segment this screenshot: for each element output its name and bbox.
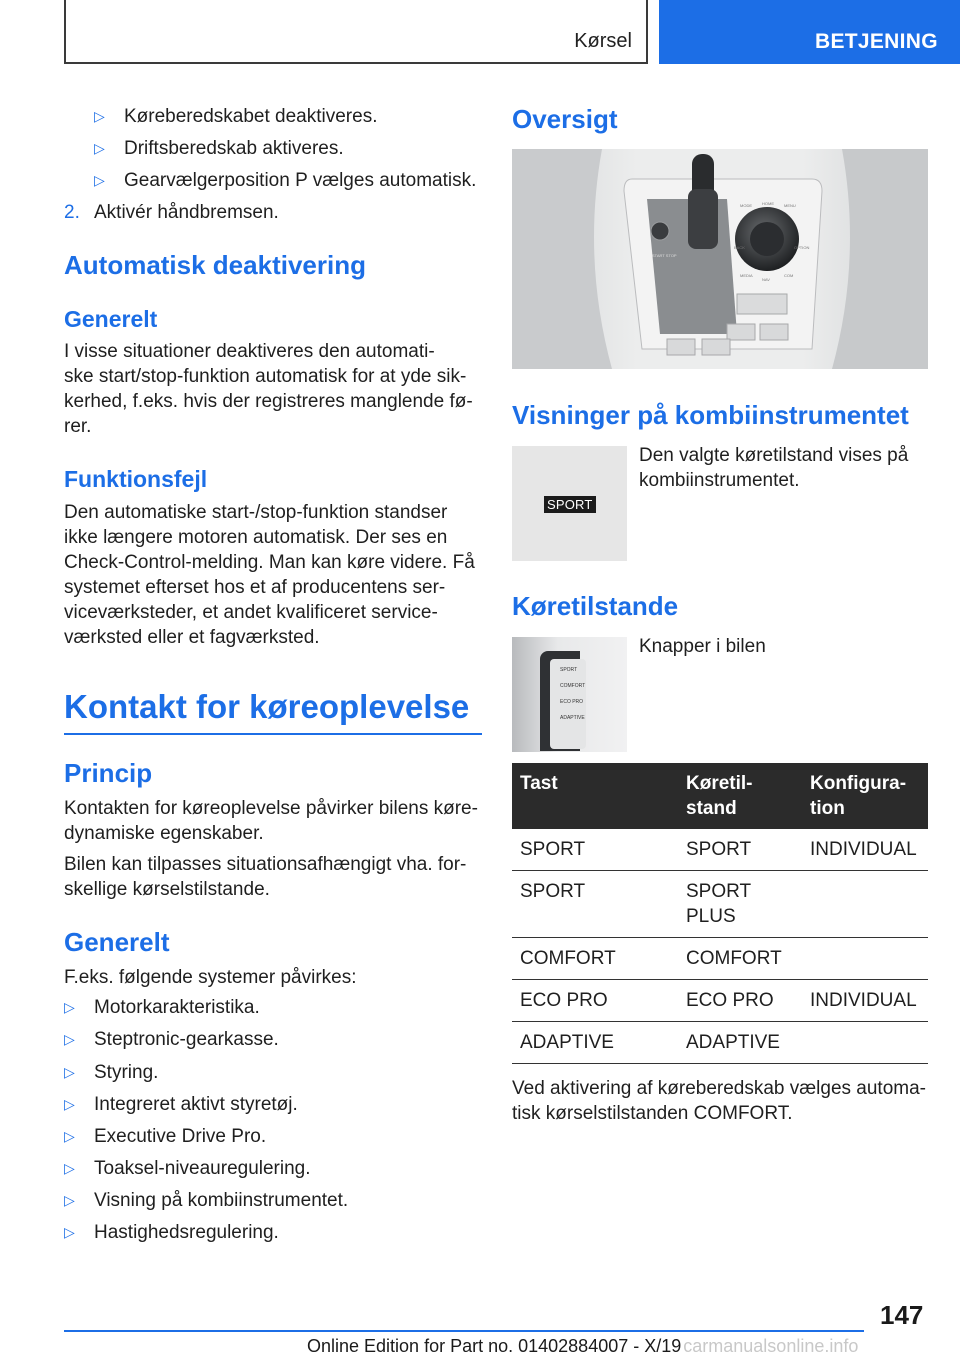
paragraph: Bilen kan tilpasses situationsafhængigt vha. for‐ skellige kørselstilstande. — [64, 854, 467, 900]
triangle-bullet-icon: ▷ — [64, 1128, 75, 1144]
column-header-koretilstand: Køretil‐ stand — [678, 763, 802, 829]
table-header-row — [512, 763, 928, 829]
sport-badge: SPORT — [544, 496, 596, 513]
paragraph: Kontakten for køreoplevelse påvirker bilens køre‐ dynamiske egenskaber. — [64, 798, 478, 844]
triangle-bullet-icon: ▷ — [94, 140, 105, 156]
driving-modes-table — [512, 763, 928, 1064]
paragraph: Den automatiske start-/stop-funktion standser ikke længere motoren automatisk. Der ses en Check-Control-melding. Man kan køre videre. Få systemet efterset hos et af producentens ser‐ viceværksteder, et andet kvalificeret service‐ værksted eller et fagværksted. — [64, 502, 475, 648]
column-header-konfiguration: Konfigura‐ tion — [802, 763, 928, 829]
heading-rule — [64, 733, 482, 735]
triangle-bullet-icon: ▷ — [64, 1064, 75, 1080]
chapter-heading: Kontakt for køreoplevelse — [64, 688, 470, 725]
home-label: HOME — [762, 201, 774, 206]
triangle-bullet-icon: ▷ — [64, 1192, 75, 1208]
table-row: SPORT SPORT INDIVIDUAL — [512, 829, 928, 871]
triangle-bullet-icon: ▷ — [64, 1031, 75, 1047]
table-row: ECO PRO ECO PRO INDIVIDUAL — [512, 980, 928, 1022]
display-thumbnail — [512, 446, 627, 561]
triangle-bullet-icon: ▷ — [94, 172, 105, 188]
triangle-bullet-icon: ▷ — [94, 108, 105, 124]
subsection-heading: Generelt — [64, 306, 158, 332]
section-heading: Automatisk deaktivering — [64, 250, 366, 280]
com-label: COM — [784, 273, 794, 278]
section-heading: Princip — [64, 758, 153, 788]
mode-label: MODE — [740, 203, 752, 208]
table-row: SPORT SPORT PLUS — [512, 871, 928, 938]
console-illustration — [512, 149, 928, 369]
triangle-bullet-icon: ▷ — [64, 1160, 75, 1176]
watermark-text: carmanualsonline.info — [683, 1336, 859, 1356]
triangle-bullet-icon: ▷ — [64, 1096, 75, 1112]
section-heading: Oversigt — [512, 104, 618, 134]
paragraph: F.eks. følgende systemer påvirkes: — [64, 967, 357, 988]
column-header-tast: Tast — [512, 763, 678, 829]
option-label: OPTION — [794, 245, 810, 250]
button-panel-labels: SPORT COMFORT ECO PRO ADAPTIVE — [560, 667, 586, 721]
section-heading: Køretilstande — [512, 591, 679, 621]
nav-label: NAV — [762, 277, 770, 282]
page-number: 147 — [880, 1300, 924, 1330]
back-label: BACK — [734, 245, 745, 250]
menu-label: MENU — [784, 203, 796, 208]
header-section-label: Kørsel — [574, 30, 632, 52]
paragraph: Den valgte køretilstand vises på kombiinstrumentet. — [639, 445, 909, 491]
table-row: COMFORT COMFORT — [512, 938, 928, 980]
header-chapter-tab[interactable] — [659, 0, 960, 64]
header-section-box — [64, 0, 648, 64]
paragraph: Knapper i bilen — [639, 636, 766, 657]
paragraph: Ved aktivering af køreberedskab vælges automa‐ tisk kørselstilstanden COMFORT. — [512, 1078, 926, 1124]
paragraph: I visse situationer deaktiveres den automati‐ ske start/stop-funktion automatisk for at yde sik‐ kerhed, f.eks. hvis der registreres manglende fø‐ rer. — [64, 341, 473, 437]
table-row: ADAPTIVE ADAPTIVE — [512, 1022, 928, 1064]
button-panel-photo — [512, 637, 627, 752]
start-stop-label: START STOP — [652, 253, 677, 258]
footer-rule — [64, 1330, 864, 1332]
step-number: 2. — [64, 202, 80, 223]
subsection-heading: Funktionsfejl — [64, 466, 208, 492]
section-heading: Visninger på kombiinstrumentet — [512, 400, 909, 430]
triangle-bullet-icon: ▷ — [64, 999, 75, 1015]
console-photo — [512, 149, 928, 369]
section-heading: Generelt — [64, 927, 170, 957]
header-chapter-label: BETJENING — [815, 30, 938, 53]
footer-edition: Online Edition for Part no. 01402884007 - X/19 carmanualsonline.info — [307, 1336, 859, 1356]
media-label: MEDIA — [740, 273, 753, 278]
triangle-bullet-icon: ▷ — [64, 1224, 75, 1240]
